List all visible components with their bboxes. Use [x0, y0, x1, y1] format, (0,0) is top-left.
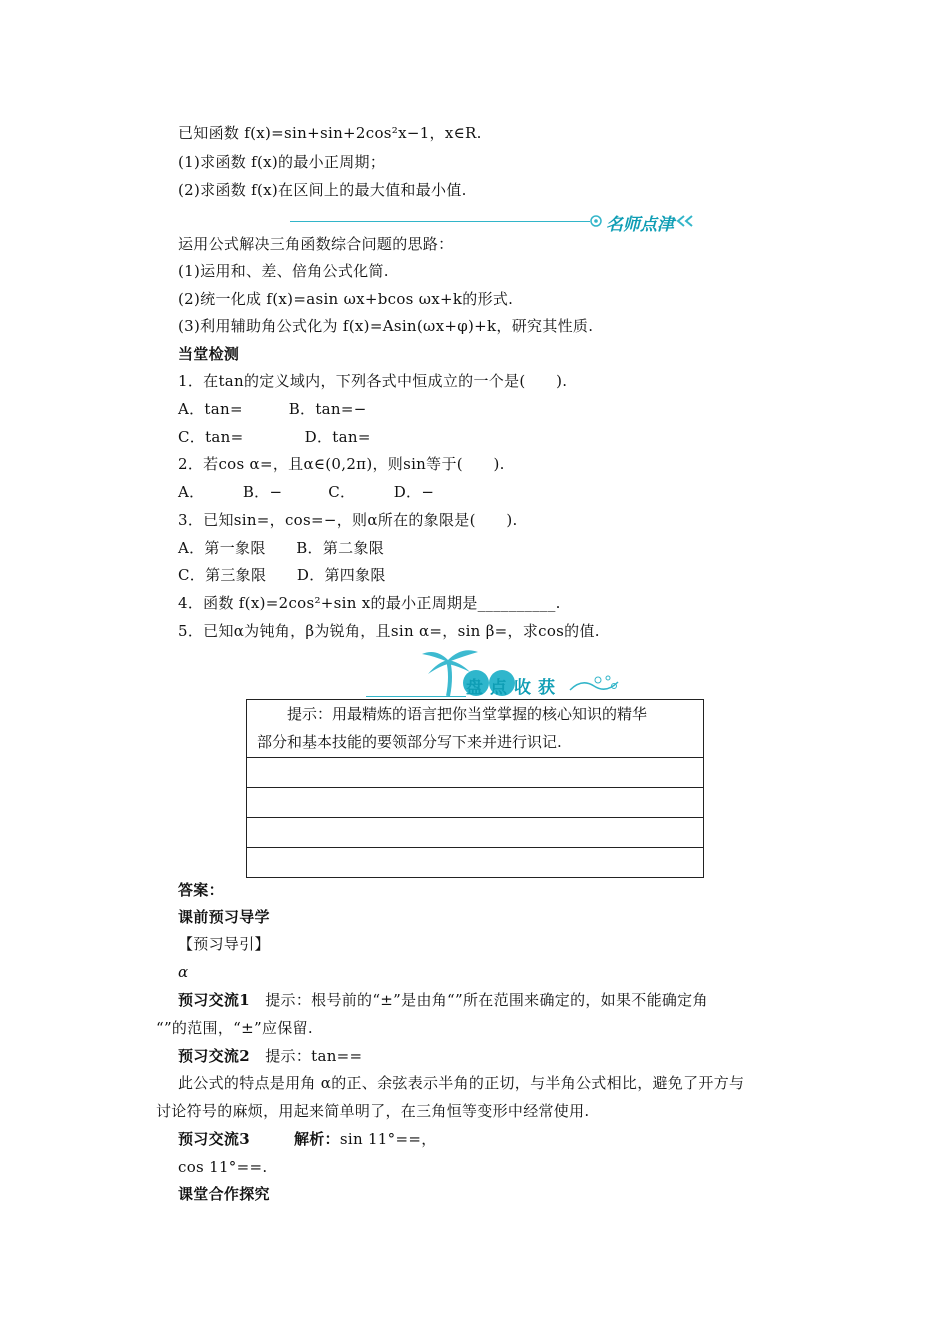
summary-note-row[interactable] [247, 758, 703, 788]
problem-stem: 已知函数 f(x)=sin+sin+2cos²x−1，x∈R. [178, 124, 482, 142]
bubbles-icon [568, 672, 620, 698]
answers-guide-alpha: α [178, 963, 189, 981]
summary-note-row[interactable] [247, 848, 703, 878]
answers-section-preview: 课前预习导学 [178, 908, 270, 926]
summary-note-row[interactable] [247, 788, 703, 818]
quiz-question-4: 4．函数 f(x)=2cos²+sin x的最小正周期是__________. [178, 594, 561, 612]
teacher-tip-step-2: (2)统一化成 f(x)=asin ωx+bcos ωx+k的形式. [178, 290, 514, 308]
summary-tip-cell [247, 700, 703, 758]
exchange-3-analysis-label: 解析： [293, 1130, 340, 1148]
quiz-question-2: 2．若cos α=，且α∈(0,2π)，则sin等于( ). [178, 455, 505, 473]
answers-section-classroom: 课堂合作探究 [178, 1185, 270, 1203]
answers-exchange-2-para-2: 讨论符号的麻烦，用起来简单明了，在三角恒等变形中经常使用. [156, 1102, 590, 1120]
double-chevron-icon [676, 215, 694, 227]
exchange-3-label: 预习交流3 [178, 1130, 250, 1148]
summary-table [246, 699, 704, 878]
teacher-tip-divider [290, 221, 590, 222]
exchange-1-text: 提示：根号前的“±”是由角“”所在范围来确定的，如果不能确定角 [249, 991, 708, 1009]
answers-exchange-2-para-1: 此公式的特点是用角 α的正、余弦表示半角的正切，与半角公式相比，避免了开方与 [178, 1074, 745, 1092]
quiz-heading: 当堂检测 [178, 345, 240, 363]
quiz-question-3: 3．已知sin=，cos=−，则α所在的象限是( ). [178, 511, 518, 529]
answers-exchange-2 [178, 1046, 362, 1066]
summary-note-row[interactable] [247, 818, 703, 848]
answers-exchange-1-cont: “”的范围，“±”应保留. [156, 1019, 313, 1037]
teacher-tip-step-3: (3)利用辅助角公式化为 f(x)=Asin(ωx+φ)+k，研究其性质. [178, 317, 594, 335]
quiz-question-5: 5．已知α为钝角，β为锐角，且sin α=，sin β=，求cos的值. [178, 622, 600, 640]
answers-exchange-3 [178, 1129, 437, 1149]
quiz-question-1-options-ab: A．tan= B．tan=− [178, 400, 367, 418]
answers-exchange-3-cont: cos 11°==. [178, 1158, 268, 1176]
exchange-1-label: 预习交流1 [178, 991, 250, 1009]
exchange-2-text: 提示：tan== [249, 1047, 363, 1065]
problem-question-2: (2)求函数 f(x)在区间上的最大值和最小值. [178, 181, 467, 199]
answers-guide-heading: 【预习导引】 [178, 935, 270, 953]
summary-tip-line-2: 部分和基本技能的要领部分写下来并进行识记. [257, 733, 562, 751]
exchange-3-text: sin 11°==， [339, 1130, 437, 1148]
quiz-question-2-options: A． B．− C． D．− [178, 483, 435, 501]
quiz-question-1: 1．在tan的定义域内，下列各式中恒成立的一个是( ). [178, 372, 568, 390]
summary-badge: 盘点收获 [466, 678, 562, 698]
exchange-2-label: 预习交流2 [178, 1047, 250, 1065]
teacher-tip-badge: 名师点津 [606, 215, 674, 235]
teacher-tip-step-1: (1)运用和、差、倍角公式化简. [178, 262, 389, 280]
summary-divider [366, 696, 466, 697]
summary-tip-line-1: 提示：用最精炼的语言把你当堂掌握的核心知识的精华 [287, 705, 648, 723]
answers-exchange-1 [178, 990, 708, 1010]
answers-heading: 答案： [178, 881, 224, 899]
problem-question-1: (1)求函数 f(x)的最小正周期； [178, 153, 386, 171]
quiz-question-3-options-cd: C．第三象限 D．第四象限 [178, 566, 386, 584]
teacher-tip-intro: 运用公式解决三角函数综合问题的思路： [178, 235, 454, 253]
flower-icon [588, 213, 604, 229]
quiz-question-3-options-ab: A．第一象限 B．第二象限 [178, 539, 385, 557]
quiz-question-1-options-cd: C．tan= D．tan= [178, 428, 371, 446]
